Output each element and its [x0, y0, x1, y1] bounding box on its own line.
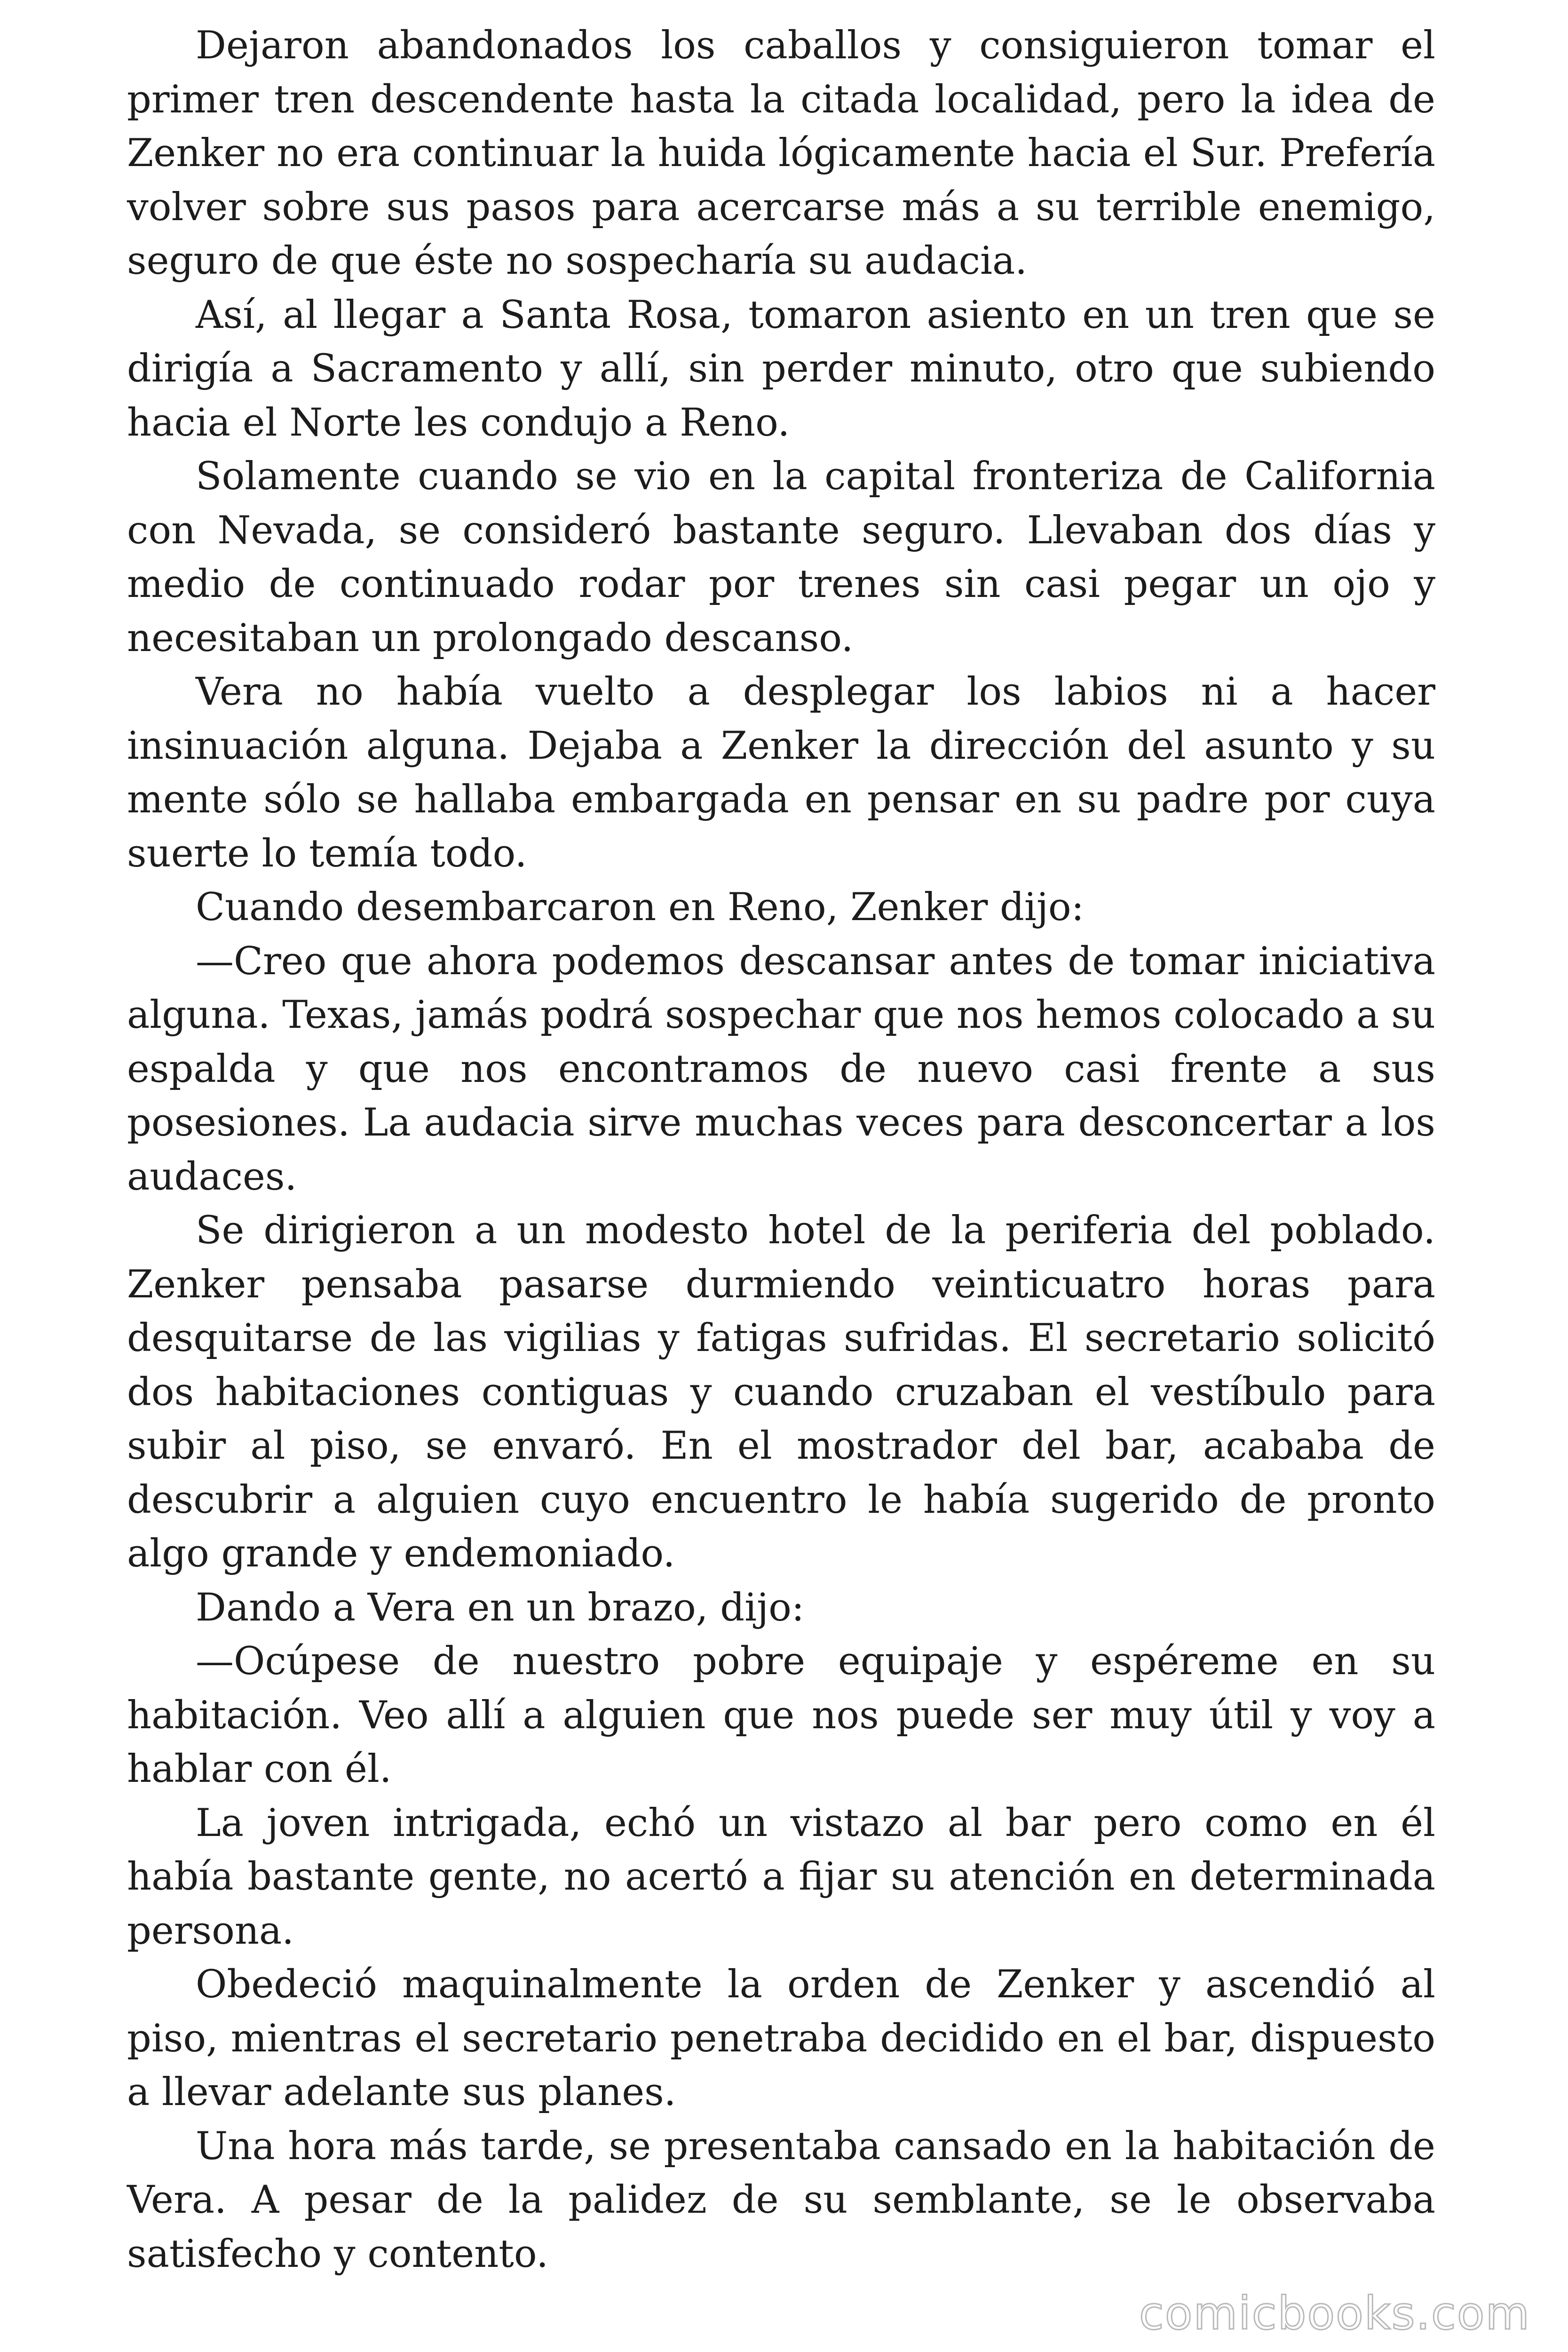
paragraph: —Ocúpese de nuestro pobre equipaje y espéreme en su habitación. Veo allí a alguien que nos puede ser muy útil y voy a hablar con él.: [127, 1639, 1435, 1791]
paragraph: Dejaron abandonados los caballos y consiguieron tomar el primer tren descendente hasta la citada localidad, pero la idea de Zenker no era continuar la huida lógicamente hacia el Sur. Prefería volver sobre sus pasos para acercarse más a su terrible enemigo, seguro de que éste no sospecharía su audacia.: [127, 24, 1435, 283]
body-text: [127, 19, 1435, 2281]
paragraph: La joven intrigada, echó un vistazo al bar pero como en él había bastante gente, no acertó a fijar su atención en determinada persona.: [127, 1801, 1435, 1953]
paragraph: —Creo que ahora podemos descansar antes de tomar iniciativa alguna. Texas, jamás podrá sospechar que nos hemos colocado a su espalda y que nos encontramos de nuevo casi frente a sus posesiones. La audacia sirve muchas veces para desconcertar a los audaces.: [127, 939, 1435, 1199]
paragraph: Vera no había vuelto a desplegar los labios ni a hacer insinuación alguna. Dejaba a Zenker la dirección del asunto y su mente sólo se hallaba embargada en pensar en su padre por cuya suerte lo temía todo.: [127, 670, 1435, 876]
paragraph: Así, al llegar a Santa Rosa, tomaron asiento en un tren que se dirigía a Sacramento y allí, sin perder minuto, otro que subiendo hacia el Norte les condujo a Reno.: [127, 293, 1435, 445]
paragraph: Solamente cuando se vio en la capital fronteriza de California con Nevada, se consideró bastante seguro. Llevaban dos días y medio de continuado rodar por trenes sin casi pegar un ojo y necesitaban un prolongado descanso.: [127, 454, 1435, 660]
watermark: comicbooks.com: [1139, 2287, 1530, 2340]
paragraph: Obedeció maquinalmente la orden de Zenker y ascendió al piso, mientras el secretario penetraba decidido en el bar, dispuesto a llevar adelante sus planes.: [127, 1963, 1435, 2114]
paragraph: Dando a Vera en un brazo, dijo:: [196, 1585, 805, 1630]
paragraph: Se dirigieron a un modesto hotel de la periferia del poblado. Zenker pensaba pasarse durmiendo veinticuatro horas para desquitarse de las vigilias y fatigas sufridas. El secretario solicitó dos habitaciones contiguas y cuando cruzaban el vestíbulo para subir al piso, se envaró. En el mostrador del bar, acababa de descubrir a alguien cuyo encuentro le había sugerido de pronto algo grande y endemoniado.: [127, 1208, 1435, 1576]
paragraph: Una hora más tarde, se presentaba cansado en la habitación de Vera. A pesar de la palidez de su semblante, se le observaba satisfecho y contento.: [127, 2124, 1435, 2276]
paragraph: Cuando desembarcaron en Reno, Zenker dijo:: [196, 885, 1084, 930]
